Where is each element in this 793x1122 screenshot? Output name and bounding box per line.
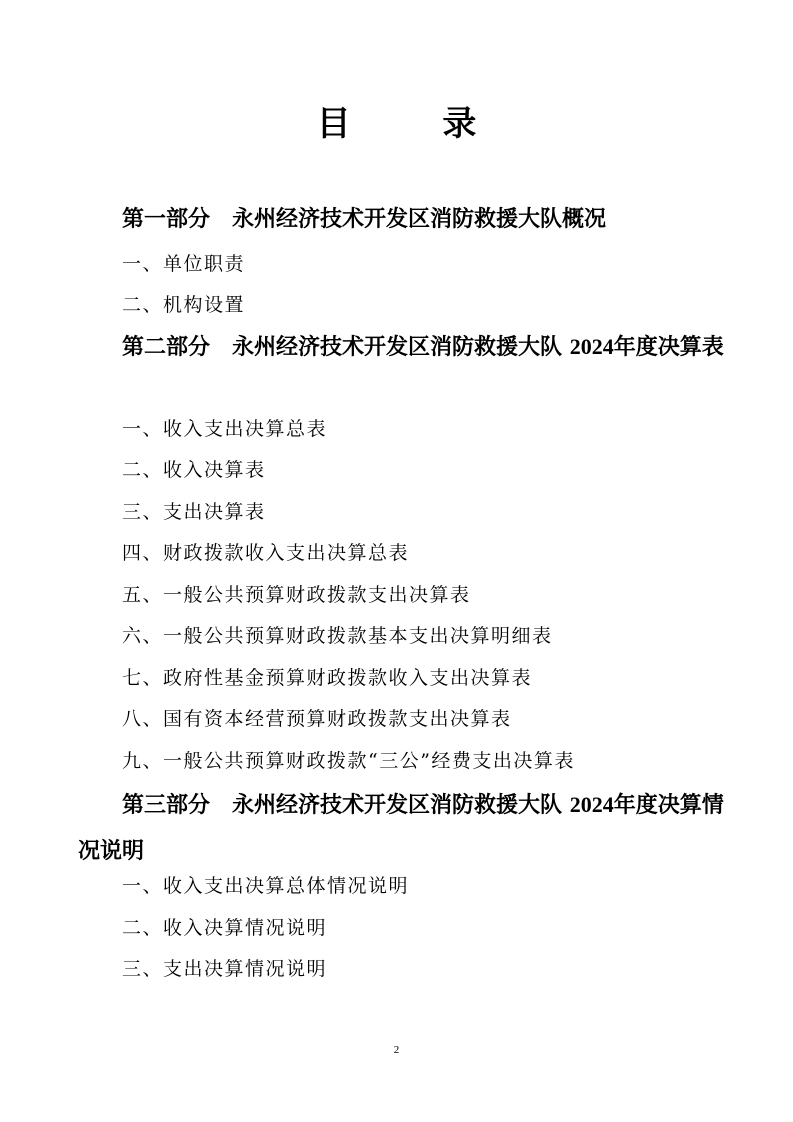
toc-item: 二、机构设置 [122, 294, 246, 316]
part-3-heading [78, 782, 728, 875]
toc-item: 一、单位职责 [122, 253, 246, 275]
part-2-heading [78, 324, 728, 371]
part-2-number: 第二部分 [122, 335, 211, 360]
part-2-title-suffix: 年度决算表 [613, 335, 724, 360]
toc-item: 七、政府性基金预算财政拨款收入支出决算表 [122, 667, 533, 689]
page-title: 目 录 [316, 104, 517, 144]
toc-item: 二、收入决算情况说明 [122, 917, 328, 939]
part-2-year: 2024 [569, 334, 614, 359]
part-1-number: 第一部分 [122, 207, 211, 232]
toc-item: 五、一般公共预算财政拨款支出决算表 [122, 584, 471, 606]
toc-item: 三、支出决算情况说明 [122, 958, 328, 980]
part-2-title: 永州经济技术开发区消防救援大队 [232, 335, 563, 360]
part-1-heading [78, 197, 728, 243]
part-3-title-suffix: 年度决算情况说明 [78, 793, 724, 864]
part-3-number: 第三部分 [122, 793, 211, 818]
toc-item: 四、财政拨款收入支出决算总表 [122, 542, 410, 564]
toc-item: 一、收入支出决算总体情况说明 [122, 875, 410, 897]
part-3-year: 2024 [569, 792, 614, 817]
toc-item: 八、国有资本经营预算财政拨款支出决算表 [122, 708, 512, 730]
page-number: 2 [393, 1044, 400, 1056]
toc-item: 六、一般公共预算财政拨款基本支出决算明细表 [122, 625, 553, 647]
part-3-title: 永州经济技术开发区消防救援大队 [232, 793, 563, 818]
toc-item: 二、收入决算表 [122, 459, 266, 481]
toc-item: 一、收入支出决算总表 [122, 418, 328, 440]
toc-item: 九、一般公共预算财政拨款“三公”经费支出决算表 [122, 750, 575, 772]
part-1-title: 永州经济技术开发区消防救援大队概况 [232, 207, 607, 232]
toc-item: 三、支出决算表 [122, 501, 266, 523]
